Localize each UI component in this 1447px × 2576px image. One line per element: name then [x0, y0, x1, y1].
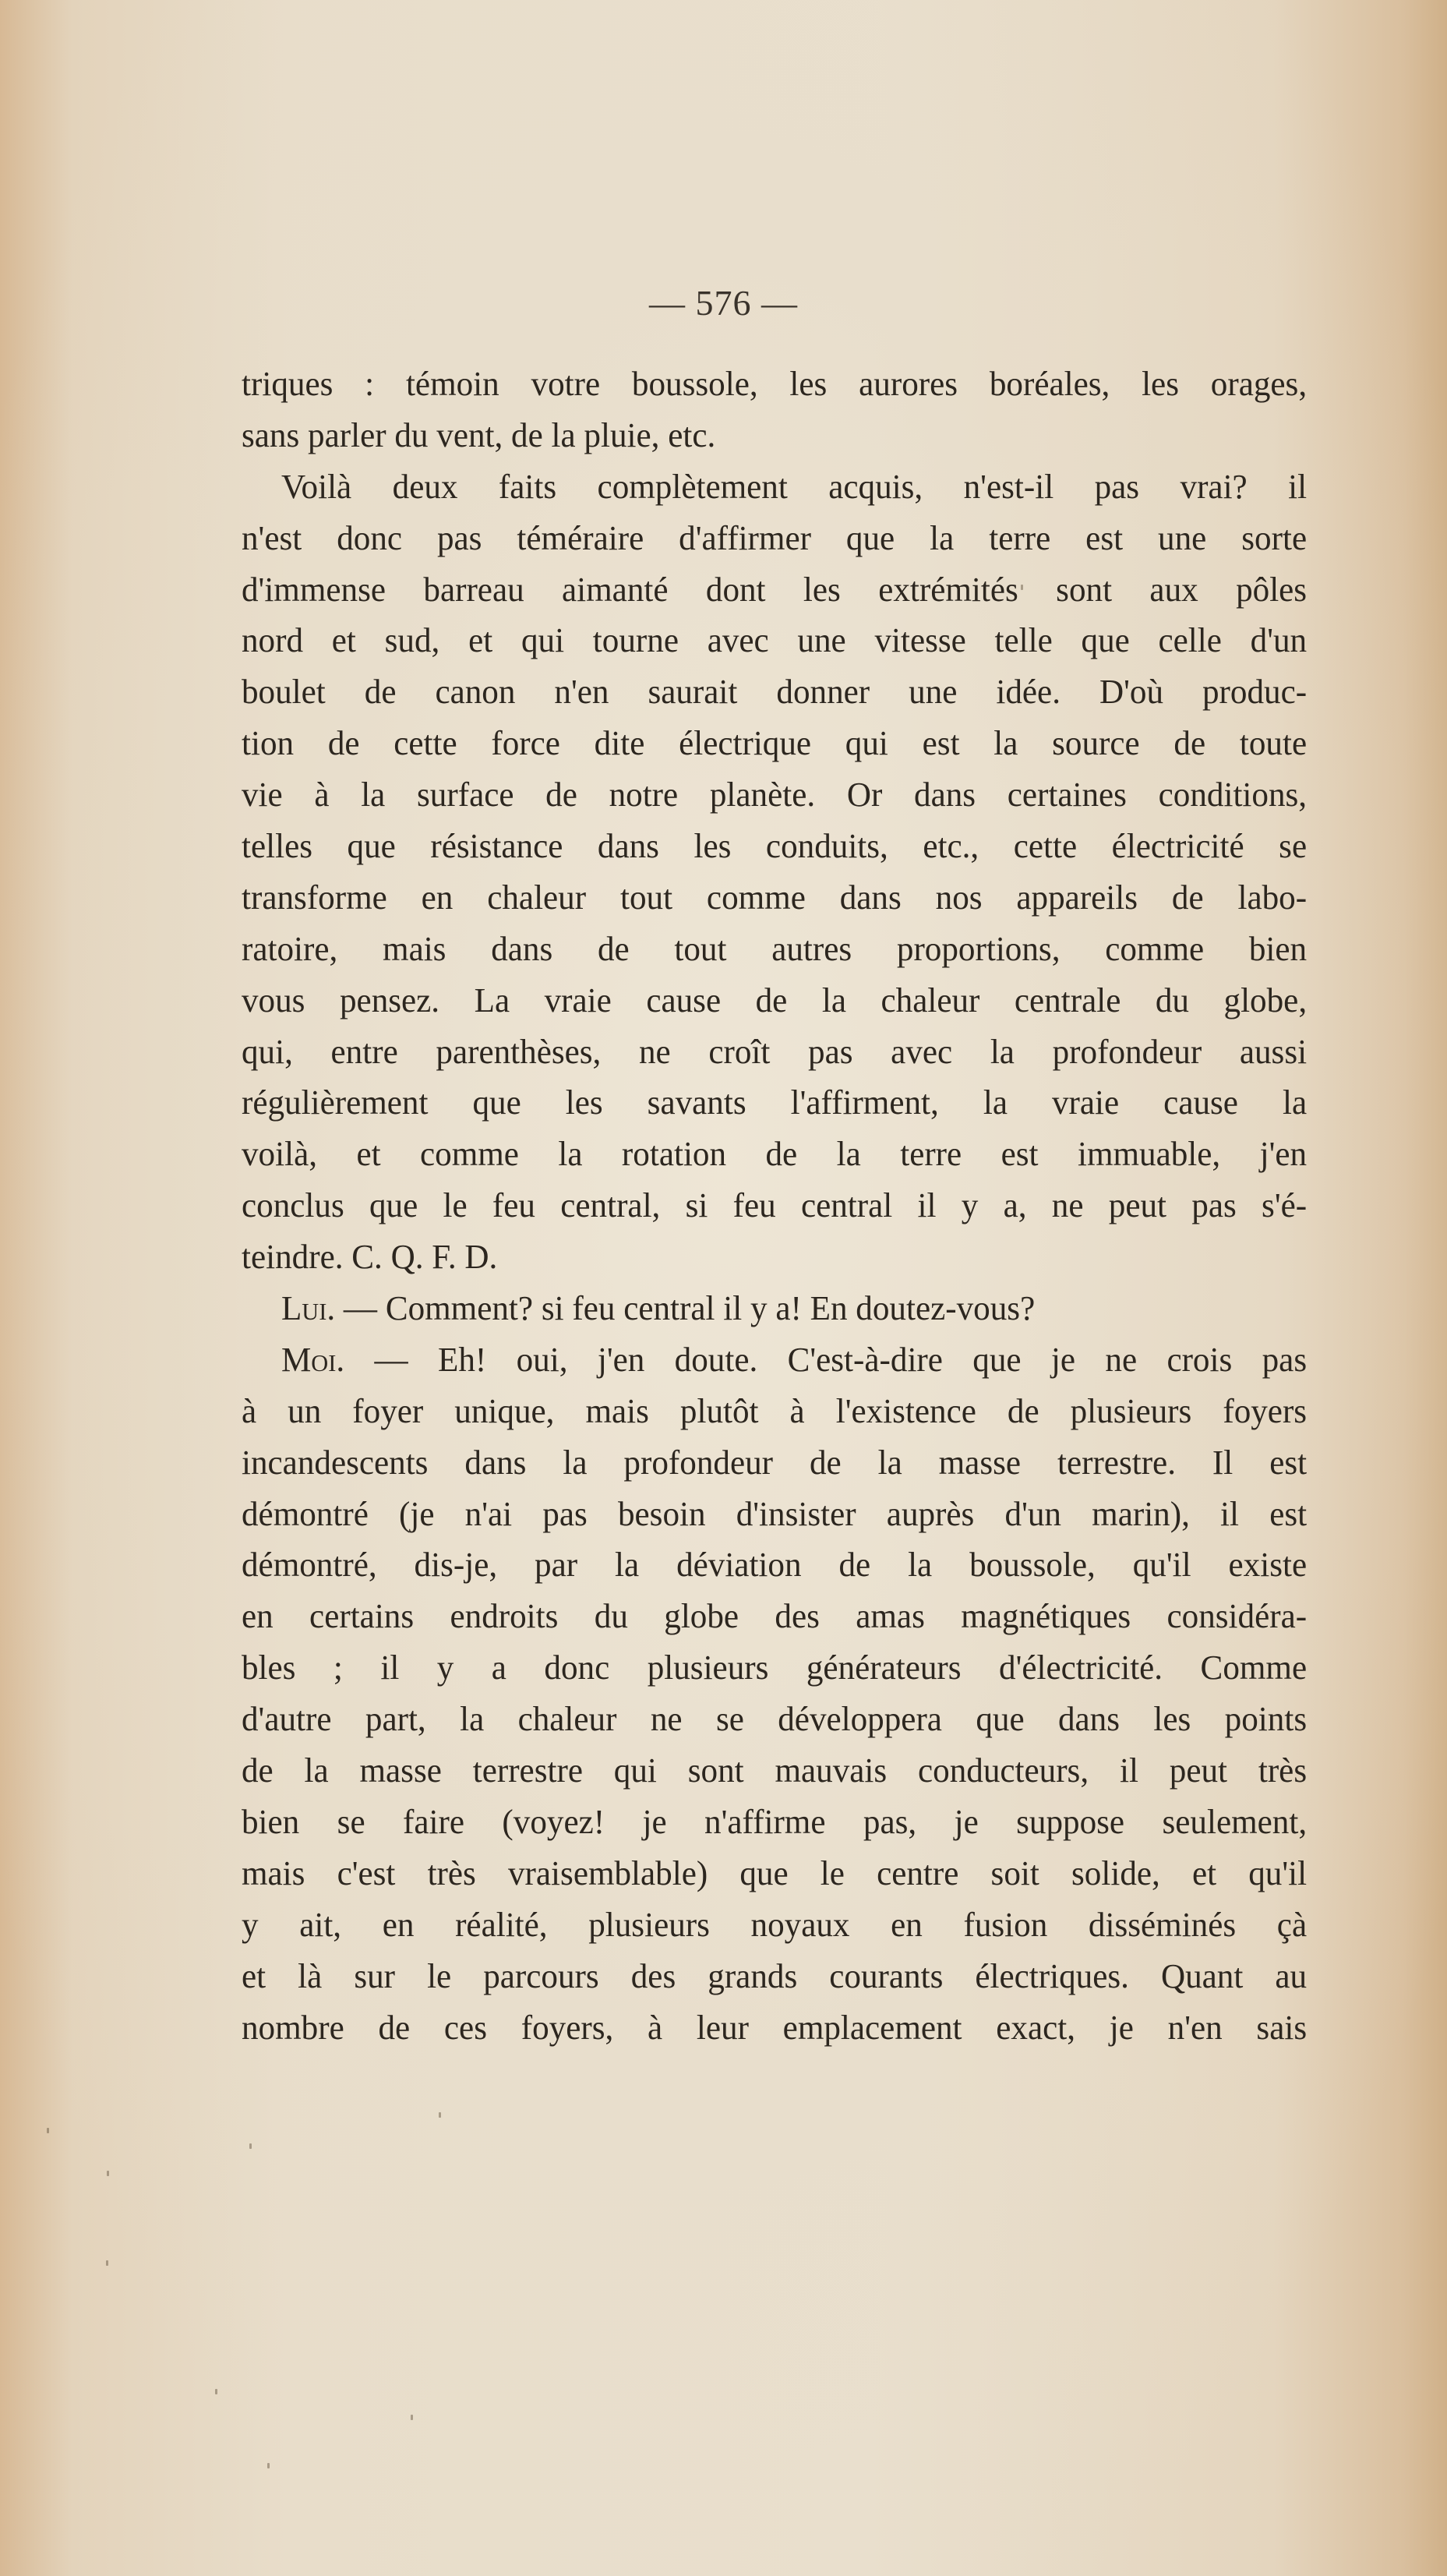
text-line: conclus que le feu central, si feu central il y a, ne peut pas s'é-: [242, 1186, 1308, 1225]
paper-speck: [439, 2112, 441, 2118]
text-line: tion de cette force dite électrique qui est la source de toute: [242, 724, 1308, 763]
text-fragment: — Comment? si feu central il y a! En doutez-vous?: [335, 1289, 1036, 1328]
paper-speck: [106, 2260, 108, 2266]
text-line: qui, entre parenthèses, ne croît pas avec la profondeur aussi: [242, 1032, 1308, 1071]
text-line: voilà, et comme la rotation de la terre est immuable, j'en: [242, 1135, 1308, 1174]
text-line: à un foyer unique, mais plutôt à l'existence de plusieurs foyers: [242, 1391, 1308, 1430]
text-line: ratoire, mais dans de tout autres proportions, comme bien: [242, 929, 1308, 968]
paper-speck: [107, 2171, 109, 2176]
text-line: d'immense barreau aimanté dont les extrémités sont aux pôles: [242, 570, 1308, 609]
text-fragment: — Eh! oui, j'en doute. C'est-à-dire que je ne crois pas: [344, 1340, 1308, 1379]
text-line: y ait, en réalité, plusieurs noyaux en fusion disséminés çà: [242, 1905, 1308, 1944]
text-line: n'est donc pas téméraire d'affirmer que la terre est une sorte: [242, 518, 1308, 557]
page-number: — 576 —: [649, 283, 798, 323]
speaker-name: Moi.: [281, 1340, 345, 1379]
text-line: nombre de ces foyers, à leur emplacement exact, je n'en sais: [242, 2008, 1308, 2047]
text-line: bien se faire (voyez! je n'affirme pas, je suppose seulement,: [242, 1802, 1308, 1841]
text-line: telles que résistance dans les conduits, etc., cette électricité se: [242, 827, 1308, 866]
text-line: mais c'est très vraisemblable) que le centre soit solide, et qu'il: [242, 1853, 1308, 1892]
text-line: et là sur le parcours des grands courants électriques. Quant au: [242, 1956, 1308, 1995]
text-line: bles ; il y a donc plusieurs générateurs d'électricité. Comme: [242, 1648, 1308, 1687]
text-line: vie à la surface de notre planète. Or dans certaines conditions,: [242, 776, 1308, 814]
paper-speck: [411, 2415, 413, 2420]
text-line: en certains endroits du globe des amas magnétiques considéra-: [242, 1597, 1308, 1636]
text-line: régulièrement que les savants l'affirment, la vraie cause la: [242, 1083, 1308, 1122]
paper-speck: [267, 2463, 270, 2468]
text-line: démontré, dis-je, par la déviation de la boussole, qu'il existe: [242, 1546, 1308, 1585]
text-line: transforme en chaleur tout comme dans nos appareils de labo-: [242, 878, 1308, 917]
text-line: d'autre part, la chaleur ne se développera que dans les points: [242, 1700, 1308, 1739]
paper-speck: [249, 2143, 252, 2149]
text-line: sans parler du vent, de la pluie, etc.: [242, 415, 716, 454]
text-line: de la masse terrestre qui sont mauvais conducteurs, il peut très: [242, 1751, 1308, 1790]
paper-speck: [47, 2128, 49, 2133]
paper-speck: [1021, 585, 1023, 590]
dialogue-line-lui: [242, 1283, 1307, 1334]
text-line: Voilà deux faits complètement acquis, n'est-il pas vrai? il: [281, 467, 1308, 506]
body-text: [242, 359, 1329, 2053]
paper-speck: [215, 2389, 217, 2394]
text-line: démontré (je n'ai pas besoin d'insister auprès d'un marin), il est: [242, 1494, 1308, 1533]
text-line: incandescents dans la profondeur de la masse terrestre. Il est: [242, 1443, 1308, 1482]
text-line: teindre. C. Q. F. D.: [242, 1238, 498, 1277]
text-line: nord et sud, et qui tourne avec une vitesse telle que celle d'un: [242, 621, 1308, 660]
text-line: triques : témoin votre boussole, les aurores boréales, les orages,: [242, 365, 1308, 403]
speaker-name: Lui.: [281, 1289, 336, 1328]
text-line: boulet de canon n'en saurait donner une idée. D'où produc-: [242, 673, 1308, 712]
dialogue-line-moi: [242, 1334, 1307, 1386]
text-line: vous pensez. La vraie cause de la chaleur centrale du globe,: [242, 981, 1308, 1019]
